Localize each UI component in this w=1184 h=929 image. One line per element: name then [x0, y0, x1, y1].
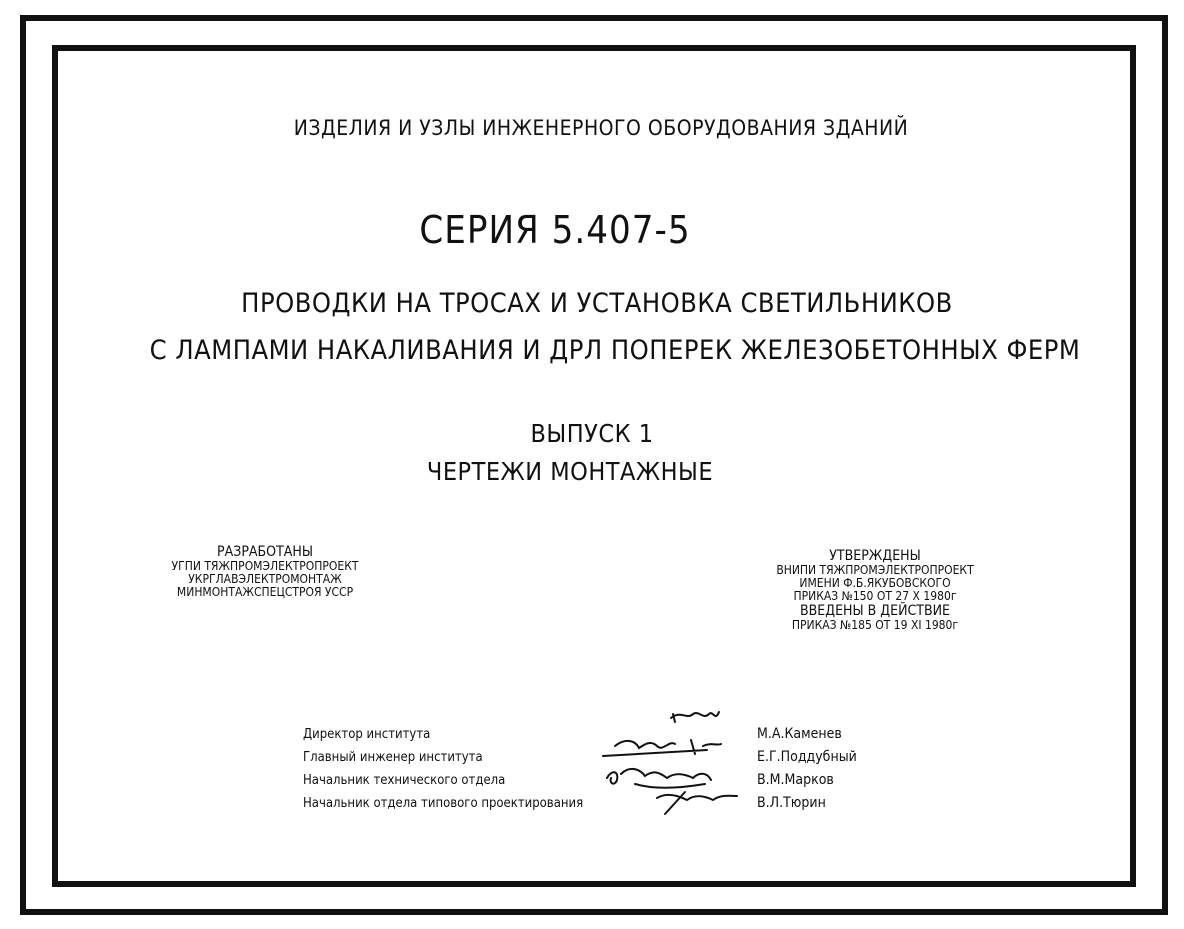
approved-line: ПРИКАЗ №150 ОТ 27 X 1980г — [793, 589, 957, 603]
signature-chief-engineer — [603, 740, 721, 756]
title-line-1: ПРОВОДКИ НА ТРОСАХ И УСТАНОВКА СВЕТИЛЬНИКОВ — [241, 288, 953, 319]
developed-line: УГПИ ТЯЖПРОМЭЛЕКТРОПРОЕКТ — [171, 559, 359, 573]
staff-position: Главный инженер института — [303, 750, 483, 765]
staff-names — [757, 723, 857, 815]
developed-line: УКРГЛАВЭЛЕКТРОМОНТАЖ — [188, 572, 342, 586]
staff-position: Начальник отдела типового проектирования — [303, 796, 584, 811]
drawings-type: ЧЕРТЕЖИ МОНТАЖНЫЕ — [426, 457, 714, 486]
header-text: ИЗДЕЛИЯ И УЗЛЫ ИНЖЕНЕРНОГО ОБОРУДОВАНИЯ ЗДАНИЙ — [293, 116, 909, 140]
issue-number: ВЫПУСК 1 — [530, 419, 654, 448]
enacted-line: ПРИКАЗ №185 ОТ 19 XI 1980г — [791, 618, 959, 632]
approved-line: ВНИПИ ТЯЖПРОМЭЛЕКТРОПРОЕКТ — [776, 563, 974, 577]
staff-name: Е.Г.Поддубный — [757, 749, 857, 765]
signature-tech-head — [607, 769, 711, 788]
staff-position: Директор института — [303, 727, 431, 742]
signature-director — [671, 712, 719, 722]
title-line-2: С ЛАМПАМИ НАКАЛИВАНИЯ И ДРЛ ПОПЕРЕК ЖЕЛЕЗОБЕТОННЫХ ФЕРМ — [149, 335, 1081, 366]
developed-heading: РАЗРАБОТАНЫ — [217, 544, 313, 560]
approved-block — [750, 548, 1000, 632]
staff-position: Начальник технического отдела — [303, 773, 506, 788]
approved-line: ИМЕНИ Ф.Б.ЯКУБОВСКОГО — [799, 576, 951, 590]
developed-block — [160, 544, 370, 599]
signature-typical-design-head — [657, 792, 737, 814]
enacted-heading: ВВЕДЕНЫ В ДЕЙСТВИЕ — [800, 603, 950, 619]
signatures-image — [595, 700, 755, 820]
staff-name: М.А.Каменев — [757, 726, 842, 742]
staff-positions — [303, 723, 583, 815]
developed-line: МИНМОНТАЖСПЕЦСТРОЯ УССР — [176, 585, 354, 599]
staff-name: В.М.Марков — [757, 772, 834, 788]
approved-heading: УТВЕРЖДЕНЫ — [829, 548, 921, 564]
series-title: СЕРИЯ 5.407-5 — [419, 208, 691, 252]
staff-name: В.Л.Тюрин — [757, 795, 826, 811]
